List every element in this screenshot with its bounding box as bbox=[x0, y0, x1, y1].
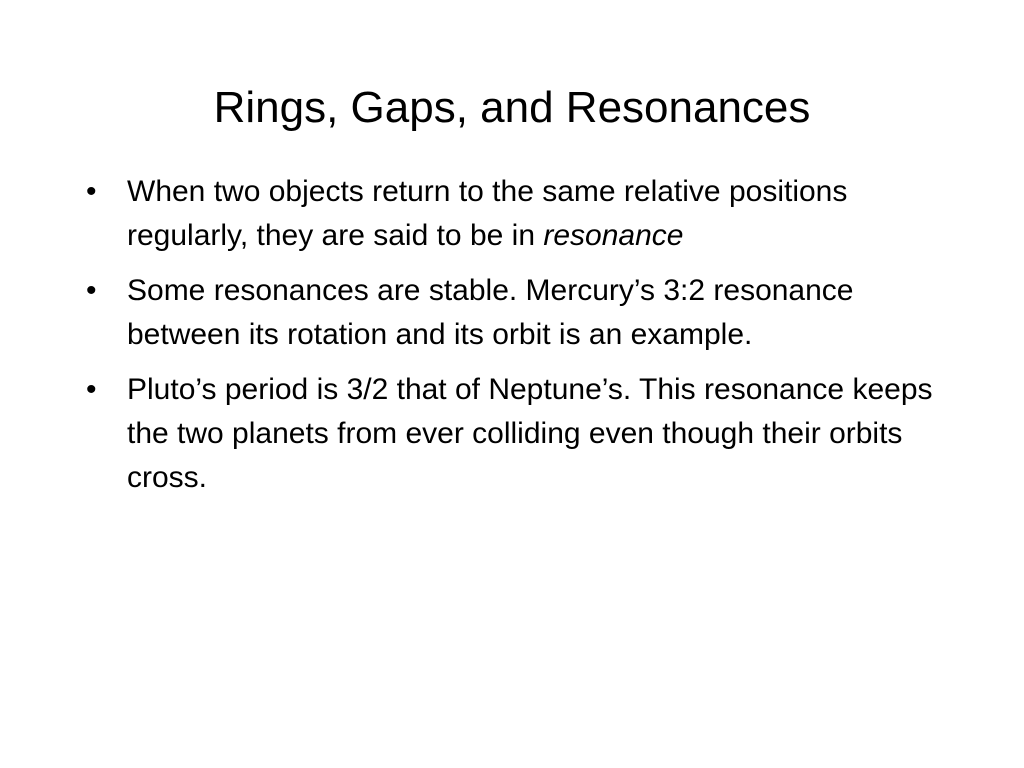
bullet-text: Pluto’s period is 3/2 that of Neptune’s. This resonance keeps the two planets from ever colliding even though their orbits cross. bbox=[127, 373, 933, 494]
slide-title: Rings, Gaps, and Resonances bbox=[213, 83, 811, 132]
bullet-icon: • bbox=[86, 373, 97, 406]
bullet-icon: • bbox=[86, 175, 97, 208]
bullet-item-resonance-definition bbox=[86, 170, 946, 258]
bullet-item-mercury-example bbox=[86, 269, 946, 357]
bullet-text: When two objects return to the same relative positions regularly, they are said to be in bbox=[127, 175, 848, 252]
bullet-text: Some resonances are stable. Mercury’s 3:2 resonance between its rotation and its orbit is an example. bbox=[127, 274, 854, 351]
bullet-list bbox=[86, 170, 946, 511]
bullet-icon: • bbox=[86, 274, 97, 307]
bullet-item-pluto-neptune bbox=[86, 368, 946, 500]
bullet-emphasis-text: resonance bbox=[543, 219, 684, 252]
